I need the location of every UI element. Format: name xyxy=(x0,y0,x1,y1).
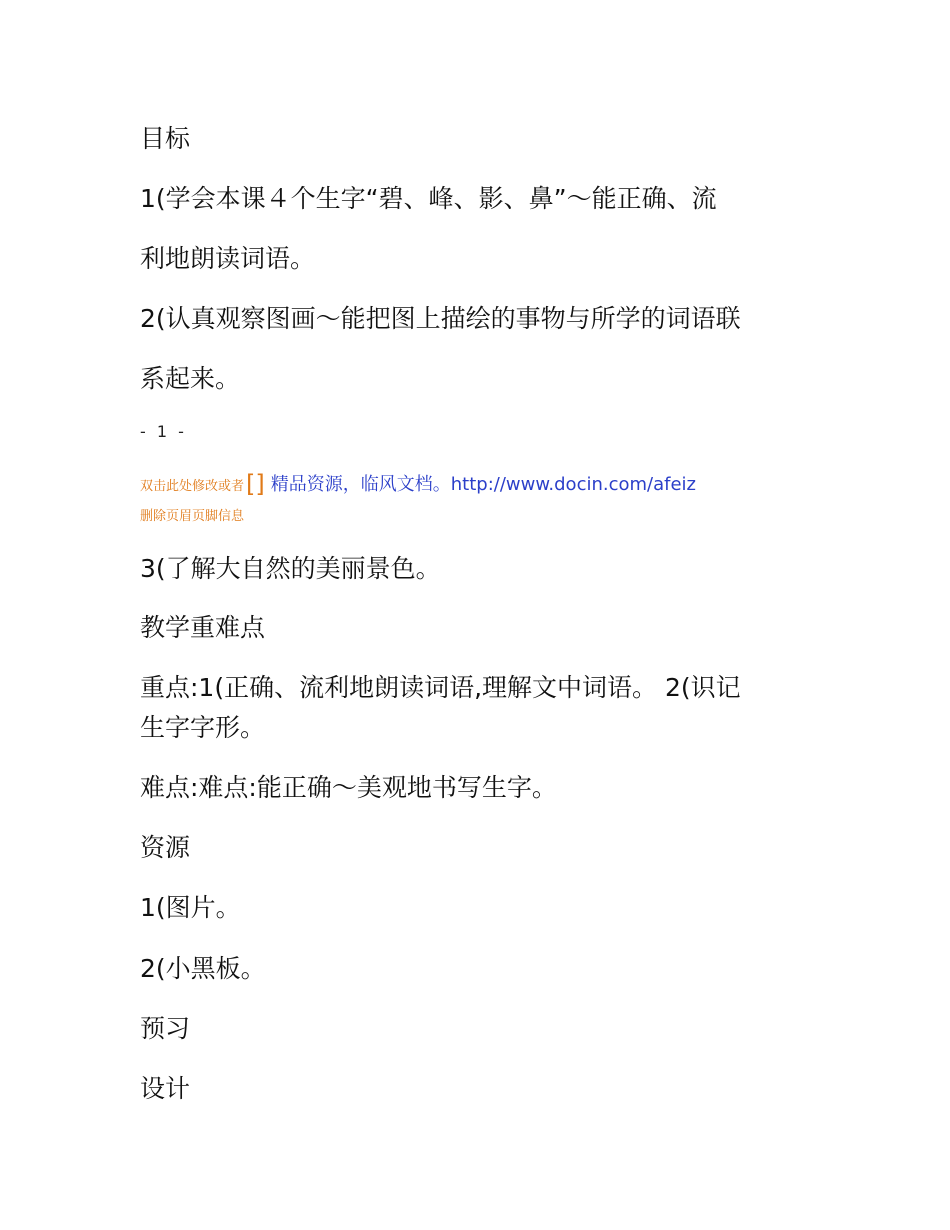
heading-preview: 预习 xyxy=(140,1014,191,1043)
heading-key-points: 教学重难点 xyxy=(140,613,266,642)
goal-item-3: 3(了解大自然的美丽景色。 xyxy=(140,554,441,583)
heading-design: 设计 xyxy=(140,1074,191,1103)
difficulty-line: 难点:难点:能正确～美观地书写生字。 xyxy=(140,773,557,802)
heading-goal: 目标 xyxy=(140,124,191,153)
resource-item-1: 1(图片。 xyxy=(140,893,241,922)
key-points-cont: 生字字形。 xyxy=(140,713,266,742)
heading-resources: 资源 xyxy=(140,833,191,862)
goal-item-1: 1(学会本课４个生字“碧、峰、影、鼻”～能正确、流 xyxy=(140,184,717,213)
delete-footer-link[interactable]: 删除页眉页脚信息 xyxy=(140,509,245,524)
key-points-line: 重点:1(正确、流利地朗读词语,理解文中词语。 2(识记 xyxy=(140,673,741,702)
footer-info-text: 精品资源，临风文档。http://www.docin.com/afeiz xyxy=(270,474,696,495)
goal-item-2-cont: 系起来。 xyxy=(140,364,241,393)
page-number: - 1 - xyxy=(140,422,187,441)
goal-item-2: 2(认真观察图画～能把图上描绘的事物与所学的词语联 xyxy=(140,304,741,333)
goal-item-1-cont: 利地朗读词语。 xyxy=(140,244,316,273)
page-footer xyxy=(140,470,696,498)
bracket-button[interactable]: [] xyxy=(246,470,265,498)
edit-footer-link[interactable]: 双击此处修改或者 xyxy=(140,479,245,494)
resource-item-2: 2(小黑板。 xyxy=(140,954,266,983)
